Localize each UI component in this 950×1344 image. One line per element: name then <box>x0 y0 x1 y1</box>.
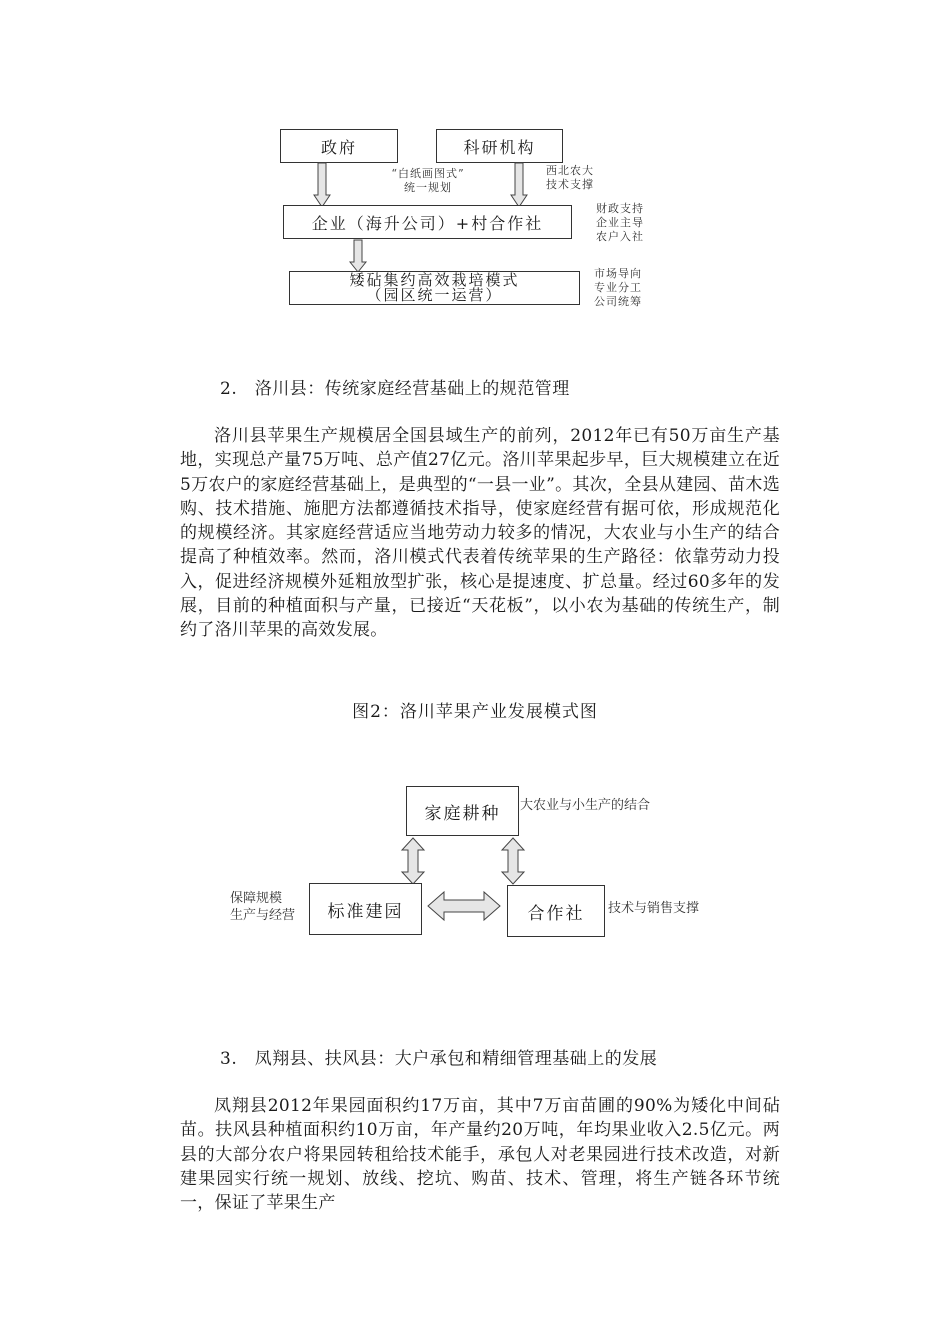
plan-note-line: 统一规划 <box>404 181 452 194</box>
plan-note-line: “白纸画图式” <box>391 167 465 180</box>
section-3-heading: 3. 凤翔县、扶风县：大户承包和精细管理基础上的发展 <box>220 1049 658 1069</box>
finance-note-line: 企业主导 <box>596 216 644 229</box>
family-farming-box <box>406 786 519 836</box>
standard-orchard-note <box>230 890 295 924</box>
enterprise-box <box>283 205 572 239</box>
down-arrow-icon <box>511 163 527 207</box>
government-box <box>280 129 398 163</box>
research-institution-box <box>436 129 563 163</box>
section-2-heading: 2. 洛川县：传统家庭经营基础上的规范管理 <box>220 379 570 399</box>
finance-note-line: 财政支持 <box>596 202 644 215</box>
tech-note-line: 西北农大 <box>546 164 594 177</box>
market-note-line: 市场导向 <box>594 267 642 280</box>
down-arrow-icon <box>314 163 330 207</box>
section-3-paragraph: 凤翔县2012年果园面积约17万亩，其中7万亩苗圃的90%为矮化中间砧苗。扶风县种植面积约10万亩，年产量约20万吨，年均果业收入2.5亿元。两县的大部分农户将果园转租给技术能手，承包人对老果园进行技术改造，对新建果园实行统一规划、放线、挖坑、购苗、技术、管理，将生产链各环节统一，保证了苹果生产 <box>180 1096 780 1214</box>
research-institution-label: 科研机构 <box>463 137 536 157</box>
tech-note <box>546 164 594 192</box>
market-note-line: 公司统筹 <box>594 295 642 308</box>
standard-orchard-note-line: 生产与经营 <box>230 908 296 923</box>
standard-orchard-label: 标准建园 <box>327 901 404 922</box>
figure-2-caption: 图2：洛川苹果产业发展模式图 <box>352 702 598 722</box>
family-farming-label: 家庭耕种 <box>424 803 501 824</box>
cultivation-mode-box <box>289 271 580 305</box>
cultivation-mode-line: （园区统一运营） <box>366 286 503 304</box>
finance-note <box>596 202 644 244</box>
section-2-paragraph: 洛川县苹果生产规模居全国县域生产的前列，2012年已有50万亩生产基地，实现总产量75万吨、总产值27亿元。洛川苹果起步早，巨大规模建立在近5万农户的家庭经营基础上，是典型的“一县一业”。其次，全县从建园、苗木选购、技术措施、施肥方法都遵循技术指导，使家庭经营有据可依，形成规范化的规模经济。其家庭经营适应当地劳动力较多的情况，大农业与小生产的结合提高了种植效率。然而，洛川模式代表着传统苹果的生产路径：依靠劳动力投入，促进经济规模外延粗放型扩张，核心是提速度、扩总量。经过60多年的发展，目前的种植面积与产量，已接近“天花板”，以小农为基础的传统生产，制约了洛川苹果的高效发展。 <box>180 426 780 641</box>
standard-orchard-box <box>309 883 422 935</box>
cultivation-mode-line: 矮砧集约高效栽培模式 <box>349 271 520 289</box>
standard-orchard-note-line: 保障规模 <box>230 891 283 906</box>
cooperative-note: 技术与销售支撑 <box>608 901 700 916</box>
market-note-line: 专业分工 <box>594 281 642 294</box>
horizontal-bidirectional-arrow-icon <box>428 890 500 922</box>
finance-note-line: 农户入社 <box>596 230 644 243</box>
cooperative-box <box>507 885 605 937</box>
government-label: 政府 <box>320 137 357 157</box>
bidirectional-arrow-icon <box>502 838 524 884</box>
market-note <box>594 267 642 309</box>
bidirectional-arrow-icon <box>402 838 424 884</box>
family-farming-note: 大农业与小生产的结合 <box>520 798 651 813</box>
cooperative-label: 合作社 <box>527 903 585 924</box>
tech-note-line: 技术支撑 <box>546 178 594 191</box>
enterprise-label: 企业（海升公司）+村合作社 <box>311 213 544 233</box>
plan-note <box>368 167 488 195</box>
down-arrow-icon <box>350 240 366 272</box>
